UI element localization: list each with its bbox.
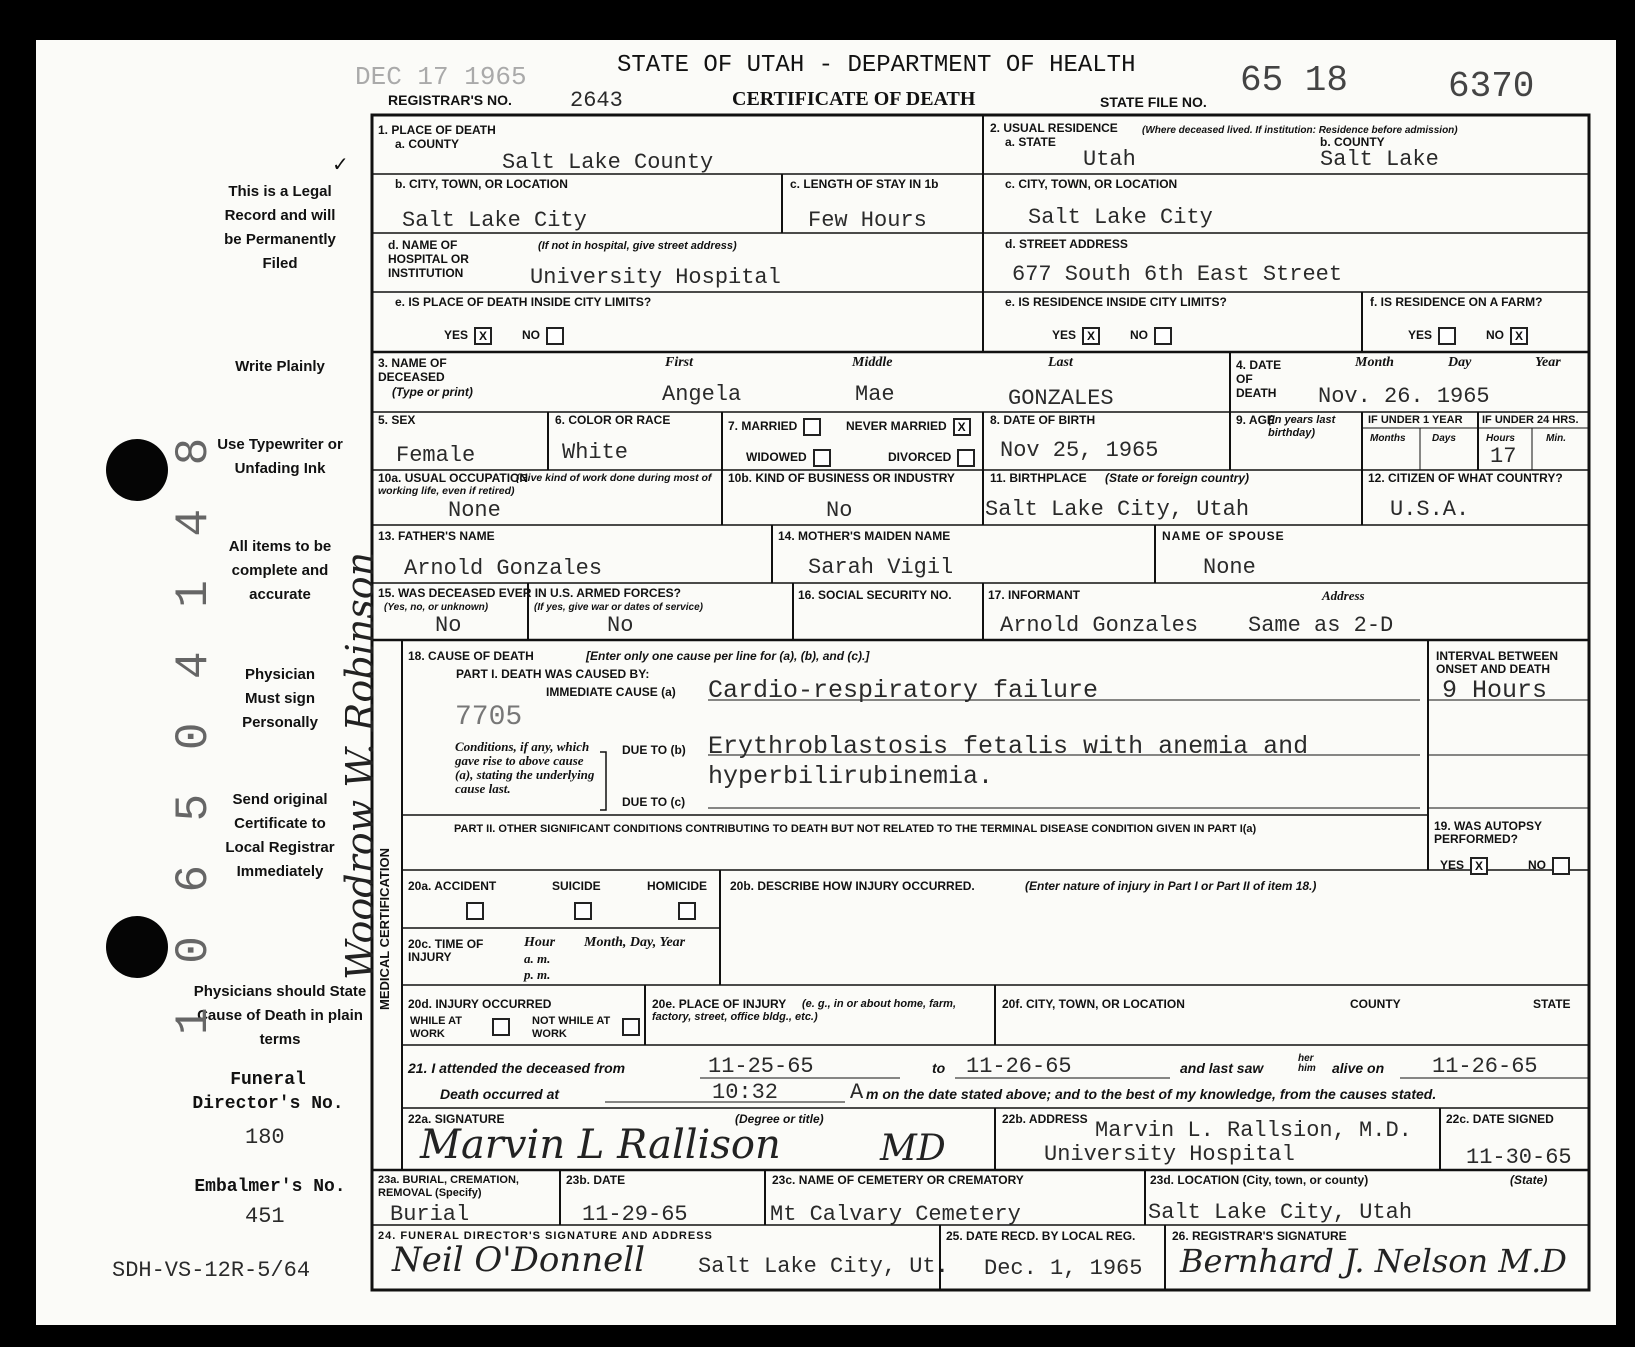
- label-injury-occurred: 20d. INJURY OCCURRED: [408, 997, 552, 1011]
- label-statement: m on the date stated above; and to the best of my knowledge, from the causes stated.: [866, 1086, 1437, 1102]
- label-burial-date: 23b. DATE: [566, 1173, 626, 1187]
- label-under-1-year: IF UNDER 1 YEAR: [1368, 414, 1463, 426]
- embalmer-no: 451: [245, 1204, 285, 1229]
- value-burial-date: 11-29-65: [582, 1202, 688, 1227]
- inside-city-no[interactable]: [522, 327, 564, 345]
- checkbox-inside-city-yes[interactable]: [474, 327, 492, 345]
- label-not-while-at-work: NOT WHILE AT WORK: [532, 1015, 611, 1040]
- label-date-received: 25. DATE RECD. BY LOCAL REG.: [946, 1229, 1136, 1243]
- value-cause-b-line2: hyperbilirubinemia.: [708, 762, 994, 791]
- label-res-county: b. COUNTY: [1320, 135, 1385, 149]
- checkbox-farm-yes[interactable]: [1438, 327, 1456, 345]
- yes-label: YES: [1052, 328, 1077, 343]
- value-immediate-cause: Cardio-respiratory failure: [708, 676, 1099, 705]
- widowed-label: WIDOWED: [746, 450, 807, 465]
- checkbox-married[interactable]: [803, 418, 821, 436]
- label-burial-location: 23d. LOCATION (City, town, or county): [1150, 1173, 1369, 1187]
- label-due-to-b: DUE TO (b): [622, 743, 686, 757]
- check-mark-x: X: [1514, 329, 1523, 343]
- label-month: Month: [1355, 355, 1394, 370]
- value-date-signed: 11-30-65: [1466, 1145, 1572, 1170]
- value-death-time: 10:32: [712, 1080, 779, 1105]
- complete-note: All items to be complete and accurate: [228, 538, 332, 603]
- label-res-state: a. STATE: [1005, 135, 1056, 149]
- form-number: SDH-VS-12R-5/64: [112, 1258, 311, 1283]
- registrar-label: REGISTRAR'S NO.: [388, 92, 512, 108]
- value-cemetery: Mt Calvary Cemetery: [770, 1202, 1021, 1227]
- label-date-signed: 22c. DATE SIGNED: [1446, 1112, 1554, 1126]
- label-physician-address: 22b. ADDRESS: [1002, 1112, 1088, 1126]
- check-mark: ✓: [332, 154, 349, 176]
- physician-signature: Marvin L Rallison: [420, 1122, 781, 1168]
- yes-label: YES: [1408, 328, 1433, 343]
- label-place-of-injury: 20e. PLACE OF INJURY: [652, 997, 787, 1011]
- label-armed-note-2: (If yes, give war or dates of service): [534, 602, 703, 613]
- value-interval: 9 Hours: [1442, 676, 1548, 705]
- checkbox-res-inside-yes[interactable]: [1082, 327, 1100, 345]
- label-occupation: 10a. USUAL OCCUPATION: [378, 471, 529, 485]
- label-autopsy: 19. WAS AUTOPSY PERFORMED?: [1434, 819, 1542, 846]
- farm-no[interactable]: [1486, 327, 1528, 345]
- label-date-of-birth: 8. DATE OF BIRTH: [990, 413, 1096, 427]
- label-registrar-signature: 26. REGISTRAR'S SIGNATURE: [1172, 1229, 1347, 1243]
- value-last-name: GONZALES: [1008, 386, 1114, 411]
- no-label: NO: [522, 328, 540, 343]
- label-occupation-note: (Give kind of work done during most of working life, even if retired): [378, 472, 712, 497]
- label-hours: Hours: [1486, 433, 1515, 444]
- write-plainly-note: Write Plainly: [235, 358, 325, 375]
- autopsy-yes[interactable]: [1440, 857, 1488, 875]
- divorced-label: DIVORCED: [888, 450, 952, 465]
- checkbox-res-inside-no[interactable]: [1154, 327, 1172, 345]
- label-age-note: (In years last birthday): [1268, 414, 1336, 439]
- label-min: Min.: [1546, 433, 1566, 444]
- label-length-of-stay: c. LENGTH OF STAY IN 1b: [790, 177, 939, 191]
- registrar-signature: Bernhard J. Nelson M.D: [1180, 1242, 1567, 1280]
- value-attended-to: 11-26-65: [966, 1054, 1072, 1079]
- value-length-of-stay: Few Hours: [808, 208, 927, 233]
- label-part-2: PART II. OTHER SIGNIFICANT CONDITIONS CONTRIBUTING TO DEATH BUT NOT RELATED TO THE TERMINAL DISEASE CONDITION GIVEN IN PART I(a): [454, 823, 1257, 835]
- state-file-a: 65 18: [1240, 60, 1349, 101]
- value-attended-from: 11-25-65: [708, 1054, 814, 1079]
- checkbox-widowed[interactable]: [813, 449, 831, 467]
- funeral-director-no: 180: [245, 1125, 285, 1150]
- label-under-24-hrs: IF UNDER 24 HRS.: [1482, 414, 1579, 426]
- label-her-him: her him: [1298, 1053, 1316, 1074]
- label-inside-city: e. IS PLACE OF DEATH INSIDE CITY LIMITS?: [395, 295, 652, 309]
- farm-yes[interactable]: [1408, 327, 1456, 345]
- value-physician-name: Marvin L. Rallsion, M.D.: [1095, 1118, 1412, 1143]
- label-year: Year: [1535, 355, 1561, 370]
- label-cause-of-death: 18. CAUSE OF DEATH: [408, 649, 534, 663]
- label-age: 9. AGE: [1236, 413, 1275, 427]
- state-file-label: STATE FILE NO.: [1100, 94, 1207, 110]
- check-mark-x: X: [1087, 329, 1096, 343]
- label-armed-note-1: (Yes, no, or unknown): [384, 602, 489, 613]
- value-birthplace: Salt Lake City, Utah: [985, 497, 1250, 522]
- check-mark-x: X: [1475, 859, 1484, 873]
- label-place-of-injury-note: (e. g., in or about home, farm, factory, street, office bldg., etc.): [652, 998, 957, 1023]
- value-first-name: Angela: [662, 382, 742, 407]
- never-married-label: NEVER MARRIED: [846, 419, 947, 434]
- value-age-hours: 17: [1490, 444, 1517, 469]
- embalmer-no-label: Embalmer's No.: [194, 1177, 346, 1197]
- label-hospital: d. NAME OF HOSPITAL OR INSTITUTION: [388, 238, 469, 280]
- checkbox-while-at-work[interactable]: [492, 1018, 510, 1036]
- physician-signature-title: MD: [880, 1128, 946, 1169]
- label-residence-note: (Where deceased lived. If institution: Residence before admission): [1142, 125, 1458, 136]
- label-pm: p. m.: [524, 967, 551, 982]
- label-day: Day: [1448, 355, 1472, 370]
- label-middle: Middle: [852, 355, 893, 370]
- label-injury-state: STATE: [1533, 997, 1571, 1011]
- certificate-title: CERTIFICATE OF DEATH: [732, 88, 976, 110]
- label-signature: 22a. SIGNATURE: [408, 1112, 505, 1126]
- label-county: a. COUNTY: [395, 137, 460, 151]
- label-due-to-c: DUE TO (c): [622, 795, 686, 809]
- res-inside-city-yes[interactable]: [1052, 327, 1100, 345]
- check-mark-x: X: [479, 329, 488, 343]
- vertical-serial: 1 0 6 5 0 4 1 4 8: [168, 429, 220, 1035]
- value-middle-name: Mae: [855, 382, 895, 407]
- label-mother: 14. MOTHER'S MAIDEN NAME: [778, 529, 951, 543]
- label-while-at-work: WHILE AT WORK: [410, 1015, 462, 1040]
- label-alive-on: alive on: [1332, 1060, 1385, 1076]
- label-place-of-death: 1. PLACE OF DEATH: [378, 123, 496, 137]
- yes-label: YES: [1440, 858, 1465, 873]
- checkbox-autopsy-no[interactable]: [1552, 857, 1570, 875]
- label-informant-address: Address: [1322, 588, 1365, 603]
- label-describe-injury-note: (Enter nature of injury in Part I or Part II of item 18.): [1025, 879, 1317, 893]
- checkbox-suicide[interactable]: [574, 902, 592, 920]
- value-county: Salt Lake County: [502, 150, 714, 175]
- checkbox-autopsy-yes[interactable]: [1470, 857, 1488, 875]
- stamp-date: DEC 17 1965: [355, 62, 527, 92]
- label-name-deceased: 3. NAME OF DECEASED: [378, 356, 447, 384]
- legal-record-note: This is a Legal Record and will be Permanently Filed: [224, 183, 336, 272]
- label-hour: Hour: [524, 935, 556, 950]
- label-injury-county: COUNTY: [1350, 997, 1401, 1011]
- res-inside-city-no[interactable]: [1130, 327, 1172, 345]
- medical-certification-label: MEDICAL CERTIFICATION: [377, 847, 392, 1010]
- label-time-of-injury: 20c. TIME OF INJURY: [408, 937, 484, 964]
- state-file-b: 6370: [1448, 66, 1535, 107]
- label-burial-state: (State): [1510, 1173, 1548, 1187]
- value-city: Salt Lake City: [402, 208, 587, 233]
- value-street: 677 South 6th East Street: [1012, 262, 1343, 287]
- label-date-of-death: 4. DATE OF DEATH: [1236, 358, 1282, 400]
- label-farm: f. IS RESIDENCE ON A FARM?: [1370, 295, 1543, 309]
- value-res-county: Salt Lake: [1320, 147, 1439, 172]
- label-attended-from: 21. I attended the deceased from: [408, 1060, 626, 1076]
- label-am: a. m.: [524, 951, 551, 966]
- checkbox-farm-no[interactable]: [1510, 327, 1528, 345]
- checkbox-homicide[interactable]: [678, 902, 696, 920]
- value-res-state: Utah: [1083, 147, 1136, 172]
- married-label: 7. MARRIED: [728, 419, 798, 434]
- label-business: 10b. KIND OF BUSINESS OR INDUSTRY: [728, 471, 955, 485]
- never-married-option[interactable]: [846, 418, 971, 436]
- label-death-occurred-at: Death occurred at: [440, 1086, 560, 1102]
- label-type-or-print: (Type or print): [392, 385, 473, 399]
- label-funeral-director-signature: 24. FUNERAL DIRECTOR'S SIGNATURE AND ADDRESS: [378, 1230, 713, 1242]
- typewriter-note: Use Typewriter or Unfading Ink: [217, 436, 343, 477]
- value-war-service: No: [607, 613, 634, 638]
- label-birthplace-note: (State or foreign country): [1105, 471, 1250, 485]
- checkbox-never-married[interactable]: [953, 418, 971, 436]
- label-informant: 17. INFORMANT: [988, 588, 1081, 602]
- checkbox-not-while-at-work[interactable]: [622, 1018, 640, 1036]
- label-first: First: [665, 355, 694, 370]
- plain-terms-note: Physicians should State Cause of Death in plain terms: [193, 983, 367, 1048]
- value-date-received: Dec. 1, 1965: [984, 1256, 1143, 1281]
- value-last-alive: 11-26-65: [1432, 1054, 1538, 1079]
- label-to: to: [932, 1060, 946, 1076]
- send-original-note: Send original Certificate to Local Registrar Immediately: [225, 791, 335, 880]
- value-physician-address: University Hospital: [1044, 1142, 1295, 1167]
- label-citizen: 12. CITIZEN OF WHAT COUNTRY?: [1368, 471, 1563, 485]
- funeral-director-no-label: Funeral Director's No.: [192, 1070, 344, 1114]
- no-label: NO: [1130, 328, 1148, 343]
- no-label: NO: [1486, 328, 1504, 343]
- checkbox-accident[interactable]: [466, 902, 484, 920]
- label-part-1: PART I. DEATH WAS CAUSED BY:: [456, 667, 650, 681]
- label-social-security: 16. SOCIAL SECURITY NO.: [798, 588, 952, 602]
- value-date-of-death: Nov. 26. 1965: [1318, 384, 1490, 409]
- value-occupation: None: [448, 498, 501, 523]
- label-degree: (Degree or title): [735, 1112, 824, 1126]
- label-cemetery: 23c. NAME OF CEMETERY OR CREMATORY: [772, 1173, 1024, 1187]
- vertical-signature: Woodrow W. Robinson: [338, 551, 382, 980]
- value-date-of-birth: Nov 25, 1965: [1000, 438, 1159, 463]
- value-res-city: Salt Lake City: [1028, 205, 1213, 230]
- label-disposition: 23a. BURIAL, CREMATION, REMOVAL (Specify): [378, 1174, 519, 1199]
- label-res-city: c. CITY, TOWN, OR LOCATION: [1005, 177, 1178, 191]
- label-street: d. STREET ADDRESS: [1005, 237, 1128, 251]
- physician-note: Physician Must sign Personally: [242, 666, 318, 731]
- label-month-day-year: Month, Day, Year: [584, 935, 686, 950]
- value-disposition: Burial: [390, 1202, 470, 1227]
- checkbox-divorced[interactable]: [957, 449, 975, 467]
- yes-label: YES: [444, 328, 469, 343]
- value-funeral-director-address: Salt Lake City, Ut.: [698, 1254, 949, 1279]
- label-describe-injury: 20b. DESCRIBE HOW INJURY OCCURRED.: [730, 879, 975, 893]
- agency-title: STATE OF UTAH - DEPARTMENT OF HEALTH: [617, 52, 1136, 79]
- value-father: Arnold Gonzales: [404, 556, 603, 581]
- label-race: 6. COLOR OR RACE: [555, 413, 671, 427]
- label-conditions: Conditions, if any, which gave rise to above cause (a), stating the underlying cause last.: [455, 739, 595, 796]
- label-cause-note: [Enter only one cause per line for (a), (b), and (c).]: [586, 649, 870, 663]
- label-last-saw: and last saw: [1180, 1060, 1264, 1076]
- label-city: b. CITY, TOWN, OR LOCATION: [395, 177, 568, 191]
- label-immediate-cause: IMMEDIATE CAUSE (a): [546, 685, 676, 699]
- widowed-option[interactable]: [746, 449, 831, 467]
- divorced-option[interactable]: [888, 449, 975, 467]
- value-race: White: [562, 440, 629, 465]
- label-homicide: HOMICIDE: [647, 879, 707, 893]
- value-mother: Sarah Vigil: [808, 555, 954, 580]
- value-burial-location: Salt Lake City, Utah: [1148, 1200, 1413, 1225]
- value-cause-b-line1: Erythroblastosis fetalis with anemia and: [708, 732, 1309, 761]
- value-spouse: None: [1203, 555, 1256, 580]
- funeral-director-signature: Neil O'Donnell: [392, 1240, 646, 1280]
- value-informant: Arnold Gonzales: [1000, 613, 1199, 638]
- inside-city-yes[interactable]: [444, 327, 492, 345]
- label-res-inside-city: e. IS RESIDENCE INSIDE CITY LIMITS?: [1005, 295, 1227, 309]
- label-spouse: NAME OF SPOUSE: [1162, 529, 1285, 543]
- label-usual-residence: 2. USUAL RESIDENCE: [990, 121, 1118, 135]
- code-number: 7705: [455, 702, 523, 733]
- checkbox-inside-city-no[interactable]: [546, 327, 564, 345]
- check-mark-x: X: [957, 420, 966, 434]
- married-option[interactable]: [728, 418, 821, 436]
- label-armed-forces: 15. WAS DECEASED EVER IN U.S. ARMED FORCES?: [378, 586, 681, 600]
- label-interval: INTERVAL BETWEEN ONSET AND DEATH: [1436, 649, 1559, 676]
- label-suicide: SUICIDE: [552, 879, 601, 893]
- registrar-no: 2643: [570, 88, 623, 113]
- value-informant-address: Same as 2-D: [1248, 613, 1394, 638]
- value-citizen: U.S.A.: [1390, 497, 1470, 522]
- label-last: Last: [1048, 355, 1073, 370]
- label-months: Months: [1370, 433, 1406, 444]
- label-birthplace: 11. BIRTHPLACE: [990, 471, 1087, 485]
- label-injury-city: 20f. CITY, TOWN, OR LOCATION: [1002, 997, 1185, 1011]
- no-label: NO: [1528, 858, 1546, 873]
- value-am-pm: A: [850, 1080, 864, 1105]
- label-father: 13. FATHER'S NAME: [378, 529, 495, 543]
- value-hospital: University Hospital: [530, 265, 781, 290]
- label-accident: 20a. ACCIDENT: [408, 879, 497, 893]
- value-business: No: [826, 498, 853, 523]
- label-days: Days: [1432, 433, 1456, 444]
- label-hospital-note: (If not in hospital, give street address): [538, 240, 737, 252]
- label-sex: 5. SEX: [378, 413, 416, 427]
- autopsy-no[interactable]: [1528, 857, 1570, 875]
- value-armed-forces: No: [435, 613, 462, 638]
- value-sex: Female: [396, 443, 476, 468]
